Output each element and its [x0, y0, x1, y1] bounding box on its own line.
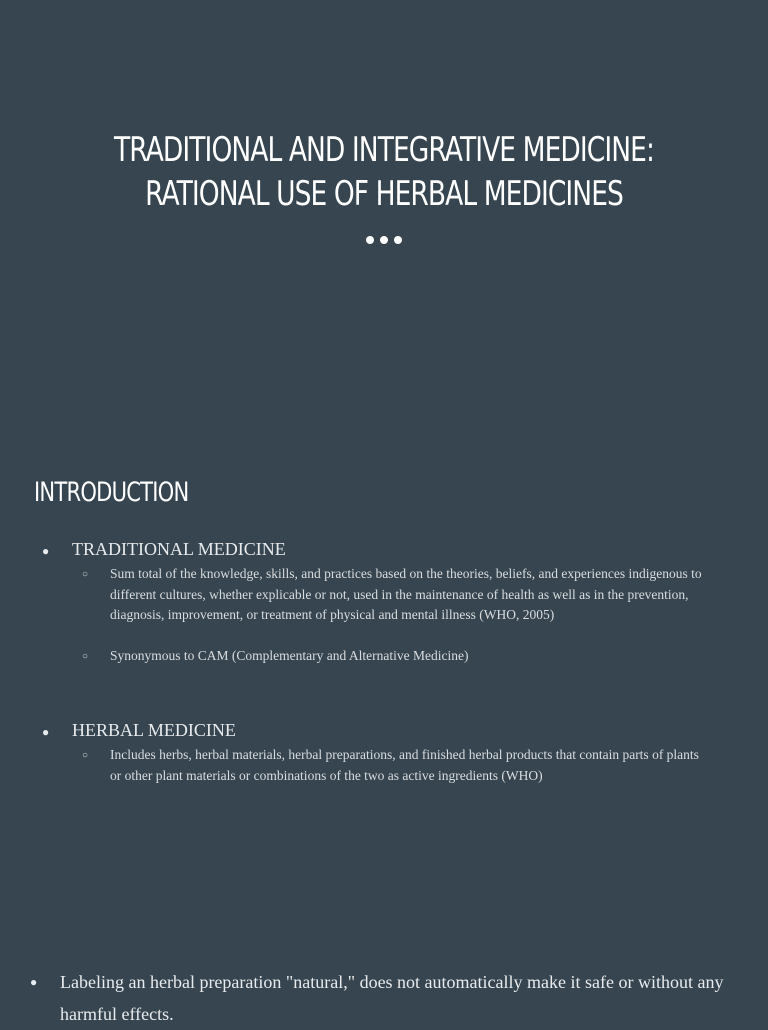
hollow-bullet-icon: ○	[82, 569, 89, 580]
sub-bullet-definition	[82, 564, 702, 626]
bullet-icon: ●	[42, 544, 50, 558]
note-bullet	[30, 966, 750, 1030]
hollow-bullet-icon: ○	[82, 651, 89, 662]
sub-bullet-text: Sum total of the knowledge, skills, and practices based on the theories, beliefs, and experiences indigenous to different cultures, whether explicable or not, used in the maintenance of health as well as in the prevention, diagnosis, improvement, or treatment of physical and mental illness (WHO, 2005)	[110, 566, 702, 622]
ellipsis-decoration	[0, 236, 768, 244]
bullet-label: HERBAL MEDICINE	[72, 720, 236, 740]
bullet-herbal-medicine	[42, 719, 236, 743]
dot-icon	[380, 236, 388, 244]
title-line-2: RATIONAL USE OF HERBAL MEDICINES	[145, 174, 623, 214]
note-slide	[0, 930, 768, 1024]
sub-bullet-text: Synonymous to CAM (Complementary and Alternative Medicine)	[110, 648, 469, 663]
introduction-slide	[0, 440, 768, 930]
title-slide	[0, 0, 768, 440]
dot-icon	[394, 236, 402, 244]
dot-icon	[366, 236, 374, 244]
bullet-label: TRADITIONAL MEDICINE	[72, 539, 286, 559]
sub-bullet-text: Includes herbs, herbal materials, herbal preparations, and finished herbal products that contain parts of plants or other plant materials or combinations of the two as active ingredients (WHO)	[110, 747, 699, 783]
slide-title	[84, 128, 683, 216]
note-text: Labeling an herbal preparation "natural," does not automatically make it safe or without any harmful effects.	[60, 972, 724, 1024]
hollow-bullet-icon: ○	[82, 750, 89, 761]
section-heading: INTRODUCTION	[34, 477, 189, 508]
title-line-1: TRADITIONAL AND INTEGRATIVE MEDICINE:	[114, 130, 654, 170]
sub-bullet-synonym	[82, 646, 702, 668]
bullet-icon: ●	[42, 725, 50, 739]
bullet-icon: ●	[30, 975, 38, 989]
bullet-traditional-medicine	[42, 538, 286, 562]
sub-bullet-herbal-definition	[82, 745, 702, 786]
